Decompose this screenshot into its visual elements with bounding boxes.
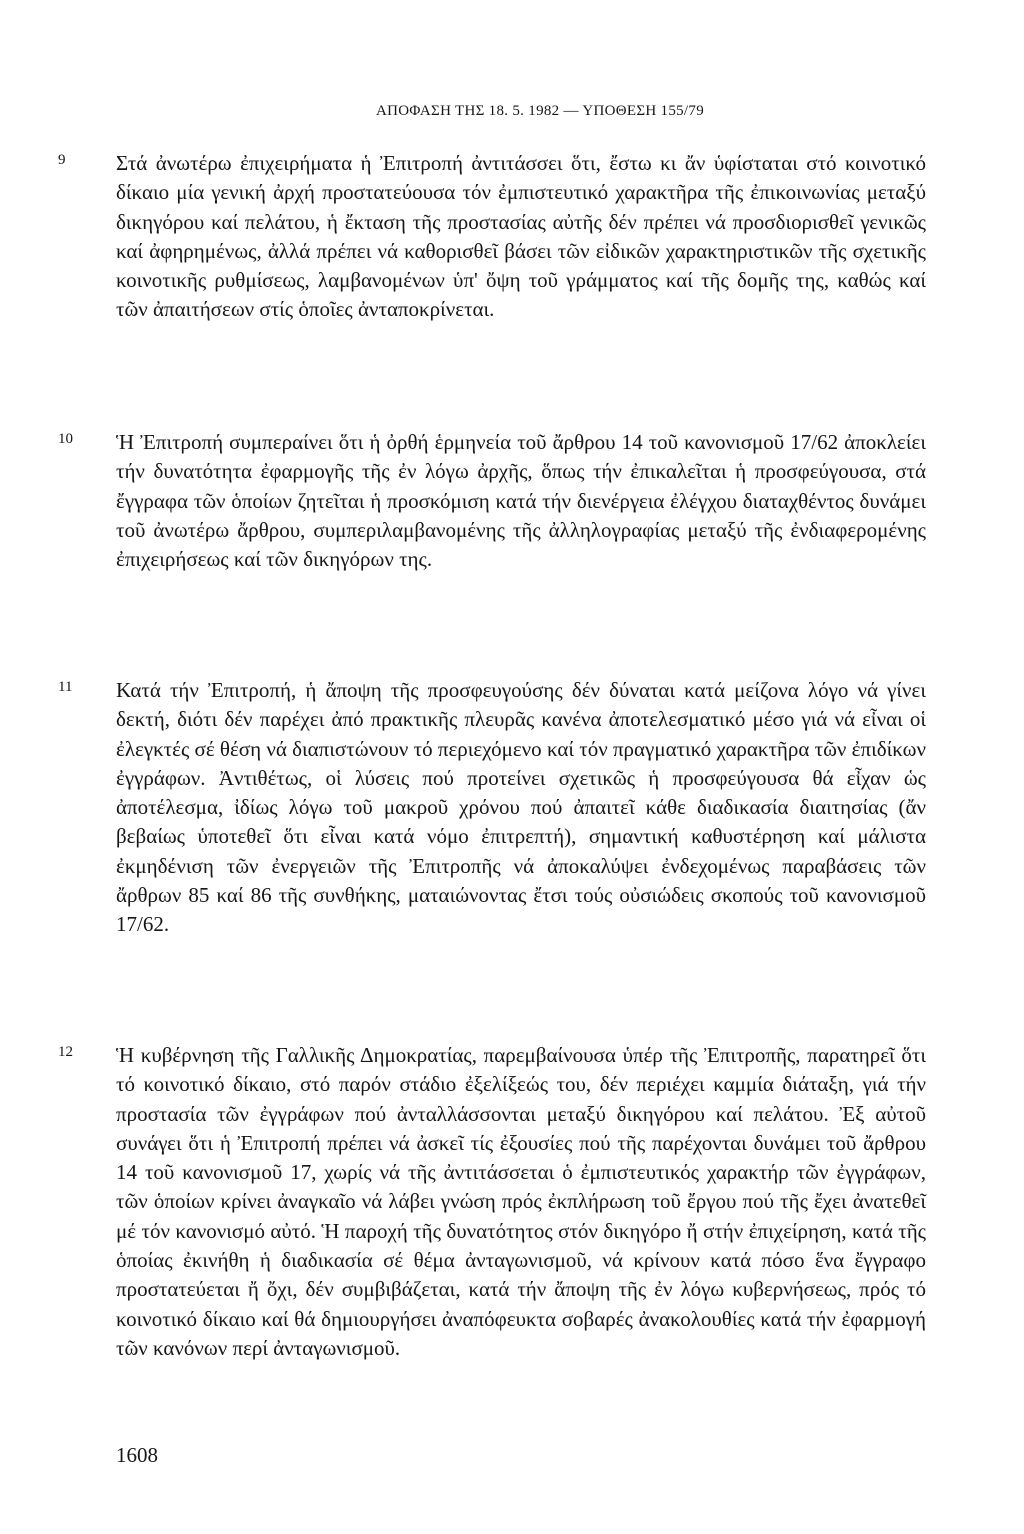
running-header: ΑΠΟΦΑΣΗ ΤΗΣ 18. 5. 1982 — ΥΠΟΘΕΣΗ 155/79 (375, 103, 704, 119)
paragraph-12 (58, 1041, 926, 1363)
paragraph-text: Ἡ Ἐπιτροπή συμπεραίνει ὅτι ἡ ὀρθή ἑρμηνεία τοῦ ἄρθρου 14 τοῦ κανονισμοῦ 17/62 ἀποκλείει τήν δυνατότητα ἐφαρμογῆς τῆς ἐν λόγω ἀρχῆς, ὅπως τήν ἐπικαλεῖται ἡ προσφεύγουσα, στά ἔγγραφα τῶν ὁποίων ζητεῖται ἡ προσκόμιση κατά τήν διενέργεια ἐλέγχου διαταχθέντος δυνάμει τοῦ ἀνωτέρω ἄρθρου, συμπεριλαμβανομένης τῆς ἀλληλογραφίας μεταξύ τῆς ἐνδιαφερομένης ἐπιχειρήσεως καί τῶν δικηγόρων της. (116, 430, 926, 572)
paragraph-text: Κατά τήν Ἐπιτροπή, ἡ ἄποψη τῆς προσφευγούσης δέν δύναται κατά μείζονα λόγο νά γίνει δεκτή, διότι δέν παρέχει ἀπό πρακτικῆς πλευρᾶς κανένα ἀποτελεσματικό μέσο γιά νά εἶναι οἱ ἐλεγκτές σέ θέση νά διαπιστώνουν τό περιεχόμενο καί τόν πραγματικό χαρακτῆρα τῶν ἐπιδίκων ἐγγράφων. Ἀντιθέτως, οἱ λύσεις πού προτείνει σχετικῶς ἡ προσφεύγουσα θά εἶχαν ὡς ἀποτέλεσμα, ἰδίως λόγω τοῦ μακροῦ χρόνου πού ἀπαιτεῖ κάθε διαδικασία διαιτησίας (ἄν βεβαίως ὑποτεθεῖ ὅτι εἶναι κατά νόμο ἐπιτρεπτή), σημαντική καθυστέρηση καί μάλιστα ἐκμηδένιση τῶν ἐνεργειῶν τῆς Ἐπιτροπῆς νά ἀποκαλύψει ἐνδεχομένως παραβάσεις τῶν ἄρθρων 85 καί 86 τῆς συνθήκης, ματαιώνοντας ἔτσι τούς οὐσιώδεις σκοπούς τοῦ κανονισμοῦ 17/62. (116, 678, 926, 937)
paragraph-number: 10 (58, 431, 73, 447)
paragraph-text: Ἡ κυβέρνηση τῆς Γαλλικῆς Δημοκρατίας, παρεμβαίνουσα ὑπέρ τῆς Ἐπιτροπῆς, παρατηρεῖ ὅτι τό κοινοτικό δίκαιο, στό παρόν στάδιο ἐξελίξεώς του, δέν περιέχει καμμία διάταξη, γιά τήν προστασία τῶν ἐγγράφων πού ἀνταλλάσσονται μεταξύ δικηγόρου καί πελάτου. Ἐξ αὐτοῦ συνάγει ὅτι ἡ Ἐπιτροπή πρέπει νά ἀσκεῖ τίς ἐξουσίες πού τῆς παρέχονται δυνάμει τοῦ ἄρθρου 14 τοῦ κανονισμοῦ 17, χωρίς νά τῆς ἀντιτάσσεται ὁ ἐμπιστευτικός χαρακτήρ τῶν ἐγγράφων, τῶν ὁποίων κρίνει ἀναγκαῖο νά λάβει γνώση πρός ἐκπλήρωση τοῦ ἔργου πού τῆς ἔχει ἀνατεθεῖ μέ τόν κανονισμό αὐτό. Ἡ παροχή τῆς δυνατότητος στόν δικηγόρο ἤ στήν ἐπιχείρηση, κατά τῆς ὁποίας ἐκινήθη ἡ διαδικασία σέ θέμα ἀνταγωνισμοῦ, νά κρίνουν κατά πόσο ἕνα ἔγγραφο προστατεύεται ἤ ὄχι, δέν συμβιβάζεται, κατά τήν ἄποψη τῆς ἐν λόγω κυβερνήσεως, πρός τό κοινοτικό δίκαιο καί θά δημιουργήσει ἀναπόφευκτα σοβαρές ἀνακολουθίες κατά τήν ἐφαρμογή τῶν κανόνων περί ἀνταγωνισμοῦ. (116, 1043, 926, 1360)
page-number: 1608 (116, 1443, 158, 1467)
paragraph-number: 11 (58, 679, 73, 695)
paragraph-number: 12 (58, 1044, 73, 1060)
paragraph-9 (58, 149, 926, 325)
paragraph-text: Στά ἀνωτέρω ἐπιχειρήματα ἡ Ἐπιτροπή ἀντιτάσσει ὅτι, ἔστω κι ἄν ὑφίσταται στό κοινοτικό δίκαιο μία γενική ἀρχή προστατεύουσα τόν ἐμπιστευτικό χαρακτῆρα τῆς ἐπικοινωνίας μεταξύ δικηγόρου καί πελάτου, ἡ ἔκταση τῆς προστασίας αὐτῆς δέν πρέπει νά προσδιορισθεῖ γενικῶς καί ἀφηρημένως, ἀλλά πρέπει νά καθορισθεῖ βάσει τῶν εἰδικῶν χαρακτηριστικῶν τῆς σχετικῆς κοινοτικῆς ρυθμίσεως, λαμβανομένων ὑπ' ὄψη τοῦ γράμματος καί τῆς δομῆς της, καθώς καί τῶν ἀπαιτήσεων στίς ὁποῖες ἀνταποκρίνεται. (116, 151, 926, 322)
paragraph-11 (58, 676, 926, 940)
paragraph-10 (58, 428, 926, 574)
paragraph-number: 9 (58, 152, 66, 168)
